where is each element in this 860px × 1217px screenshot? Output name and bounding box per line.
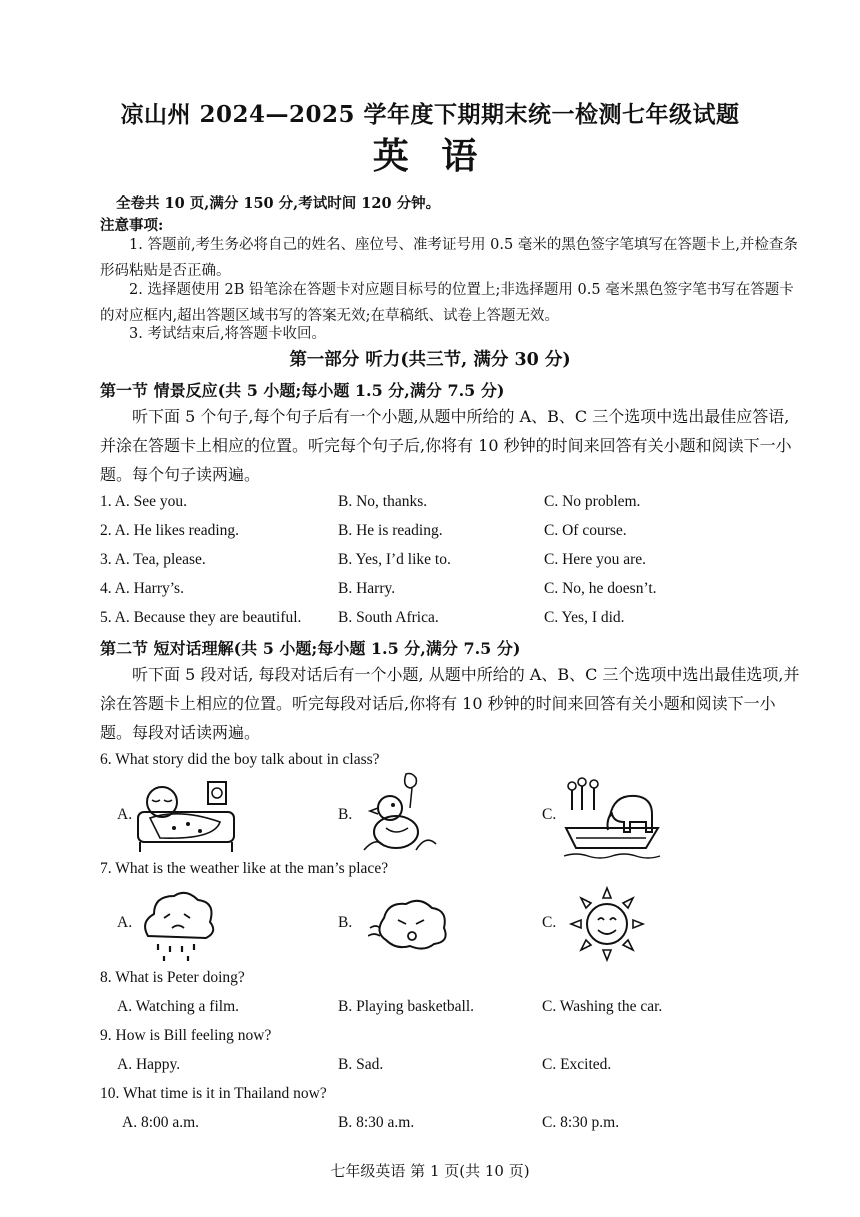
- page-footer: 七年级英语 第 1 页(共 10 页): [330, 1162, 530, 1180]
- note-2: 2. 选择题使用 2B 铅笔涂在答题卡对应题目标号的位置上;非选择题用 0.5 毫米黑色签字笔书写在答题卡的对应框内,超出答题区域书写的答案无效;在草稿纸、试卷上答题无效。: [100, 282, 794, 324]
- q9-option-b: B. Sad.: [338, 1056, 384, 1073]
- q1-option-c: C. No problem.: [544, 493, 641, 510]
- exam-summary: 全卷共 10 页,满分 150 分,考试时间 120 分钟。: [116, 195, 441, 212]
- q5-option-b: B. South Africa.: [338, 609, 439, 626]
- q2-option-c: C. Of course.: [544, 522, 627, 539]
- q1-option-a: 1. A. See you.: [100, 493, 187, 510]
- q4-option-b: B. Harry.: [338, 580, 396, 597]
- q2-option-a: 2. A. He likes reading.: [100, 522, 240, 539]
- note-1: 1. 答题前,考生务必将自己的姓名、座位号、准考证号用 0.5 毫米的黑色签字笔填写在答题卡上,并检查条形码粘贴是否正确。: [100, 237, 798, 279]
- q10-question: 10. What time is it in Thailand now?: [100, 1085, 327, 1102]
- section2-heading: 第二节 短对话理解(共 5 小题;每小题 1.5 分,满分 7.5 分): [100, 639, 521, 658]
- q5-option-a: 5. A. Because they are beautiful.: [100, 609, 302, 626]
- section1-instructions: 听下面 5 个句子,每个句子后有一个小题,从题中所给的 A、B、C 三个选项中选出最佳应答语,并涂在答题卡上相应的位置。听完每个句子后,你将有 10 秒钟的时间来回答有关小题和阅读下一小题。每个句子读两遍。: [100, 407, 792, 484]
- q7-label-c: C.: [542, 914, 557, 931]
- q6-label-c: C.: [542, 806, 557, 823]
- rain-cloud-icon: [138, 884, 218, 964]
- q10-option-c: C. 8:30 p.m.: [542, 1114, 620, 1131]
- part1-heading: 第一部分 听力(共三节, 满分 30 分): [289, 350, 571, 370]
- q9-option-c: C. Excited.: [542, 1056, 612, 1073]
- q6-question: 6. What story did the boy talk about in class?: [100, 751, 380, 768]
- q9-option-a: A. Happy.: [117, 1056, 181, 1073]
- q10-option-a: A. 8:00 a.m.: [122, 1114, 200, 1131]
- q4-option-a: 4. A. Harry’s.: [100, 580, 184, 597]
- q8-option-a: A. Watching a film.: [117, 998, 240, 1015]
- q6-label-a: A.: [117, 806, 133, 823]
- q8-option-c: C. Washing the car.: [542, 998, 663, 1015]
- exam-title: 凉山州 2024—2025 学年度下期期末统一检测七年级试题: [120, 101, 740, 128]
- duckling-picture: [356, 770, 442, 854]
- q3-option-b: B. Yes, I’d like to.: [338, 551, 451, 568]
- subject-title: 英 语: [372, 135, 488, 177]
- q5-option-c: C. Yes, I did.: [544, 609, 625, 626]
- elephant-boat-picture: [562, 768, 662, 860]
- q10-option-b: B. 8:30 a.m.: [338, 1114, 415, 1131]
- section2-instructions: 听下面 5 段对话, 每段对话后有一个小题, 从题中所给的 A、B、C 三个选项中选出最佳选项,并涂在答题卡上相应的位置。听完每段对话后,你将有 10 秒钟的时间来回答有关小题和阅读下一小题。每段对话读两遍。: [100, 665, 800, 742]
- q3-option-a: 3. A. Tea, please.: [100, 551, 206, 568]
- note-3: 3. 考试结束后,将答题卡收回。: [129, 326, 327, 342]
- q7-label-a: A.: [117, 914, 133, 931]
- q7-question: 7. What is the weather like at the man’s place?: [100, 860, 389, 877]
- section1-heading: 第一节 情景反应(共 5 小题;每小题 1.5 分,满分 7.5 分): [100, 381, 505, 400]
- sun-icon: [568, 884, 646, 964]
- sleeping-boy-picture: [134, 776, 240, 854]
- notes-heading: 注意事项:: [100, 217, 164, 234]
- q9-question: 9. How is Bill feeling now?: [100, 1027, 272, 1044]
- q2-option-b: B. He is reading.: [338, 522, 443, 539]
- q3-option-c: C. Here you are.: [544, 551, 646, 568]
- q8-option-b: B. Playing basketball.: [338, 998, 475, 1015]
- q8-question: 8. What is Peter doing?: [100, 969, 245, 986]
- q6-label-b: B.: [338, 806, 353, 823]
- q1-option-b: B. No, thanks.: [338, 493, 428, 510]
- wind-cloud-icon: [368, 890, 454, 960]
- q4-option-c: C. No, he doesn’t.: [544, 580, 657, 597]
- q7-label-b: B.: [338, 914, 353, 931]
